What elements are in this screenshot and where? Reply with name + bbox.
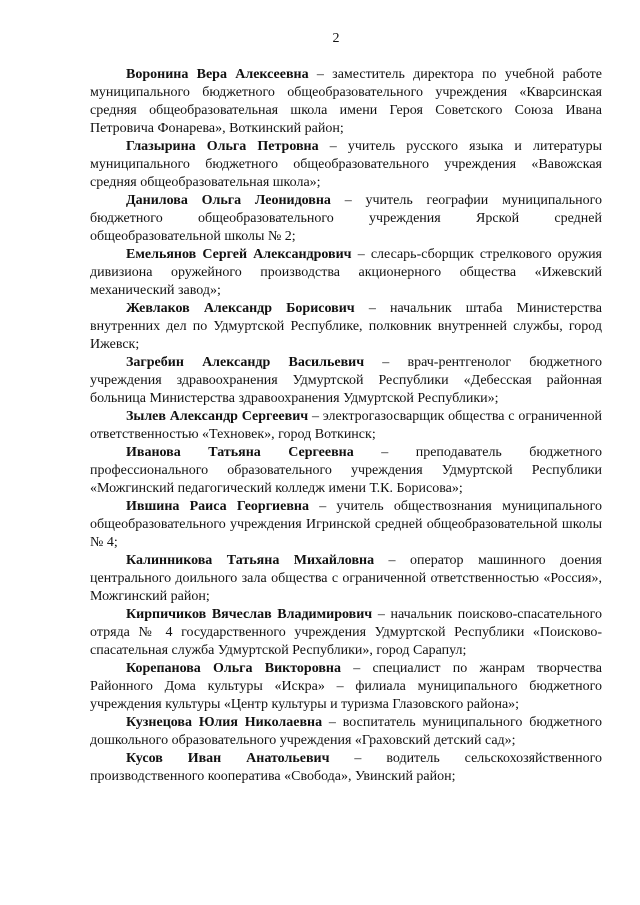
list-item [90,300,602,354]
person-name: Кузнецова Юлия Николаевна [126,715,323,730]
person-name: Кусов Иван Анатольевич [126,751,330,766]
page-number: 2 [332,31,340,46]
list-item [90,138,602,192]
list-item [90,444,602,498]
person-description: – электрогазосварщик общества с ограниченной ответственностью «Техновек», город Воткинск; [90,409,602,442]
person-description: – слесарь-сборщик стрелкового оружия дивизиона оружейного производства акционерного общества «Ижевский механический завод»; [90,247,602,298]
person-description: – специалист по жанрам творчества Районного Дома культуры «Искра» – филиала муниципального бюджетного учреждения культуры «Центр культуры и туризма Глазовского района»; [90,661,603,712]
person-name: Глазырина Ольга Петровна [126,139,319,154]
person-description: – врач-рентгенолог бюджетного учреждения здравоохранения Удмуртской Республики «Дебесская районная больница Министерства здравоохранения Удмуртской Республики»; [90,355,602,406]
list-item [90,246,602,300]
person-name: Калинникова Татьяна Михайловна [126,553,375,568]
list-item [90,498,602,552]
list-item [90,606,602,660]
list-item [90,660,602,714]
person-name: Кирпичиков Вячеслав Владимирович [126,607,373,622]
award-list [90,66,602,786]
person-description: – учитель географии муниципального бюджетного общеобразовательного учреждения Ярской средней общеобразовательной школы № 2; [90,193,602,244]
person-description: – начальник поисково-спасательного отряда № 4 государственного учреждения Удмуртской Республики «Поисково-спасательная служба Удмуртской Республики», город Сарапул; [90,607,602,658]
person-description: – оператор машинного доения центрального доильного зала общества с ограниченной ответственностью «Россия», Можгинский район; [90,553,602,604]
list-item [90,408,602,444]
person-description: – преподаватель бюджетного профессионального образовательного учреждения Удмуртской Республики «Можгинский педагогический колледж имени Т.К. Борисова»; [90,445,602,496]
person-name: Загребин Александр Васильевич [126,355,365,370]
list-item [90,750,602,786]
person-description: – заместитель директора по учебной работе муниципального бюджетного общеобразовательного учреждения «Кварсинская средняя общеобразовательная школа имени Героя Советского Союза Ивана Петровича Фонарева», Воткинский район; [90,67,602,136]
person-description: – воспитатель муниципального бюджетного дошкольного образовательного учреждения «Граховский детский сад»; [90,715,602,748]
person-description: – учитель русского языка и литературы муниципального бюджетного общеобразовательного учреждения «Вавожская средняя общеобразовательная школа»; [90,139,602,190]
list-item [90,192,602,246]
person-description: – учитель обществознания муниципального общеобразовательного учреждения Игринской средней общеобразовательной школы № 4; [90,499,602,550]
person-name: Емельянов Сергей Александрович [126,247,352,262]
person-description: – водитель сельскохозяйственного производственного кооператива «Свобода», Увинский район; [90,751,602,784]
person-name: Данилова Ольга Леонидовна [126,193,331,208]
document-page [90,30,602,890]
person-name: Иванова Татьяна Сергеевна [126,445,354,460]
person-name: Зылев Александр Сергеевич [126,409,309,424]
person-description: – начальник штаба Министерства внутренних дел по Удмуртской Республике, полковник внутренней службы, город Ижевск; [90,301,602,352]
list-item [90,66,602,138]
person-name: Воронина Вера Алексеевна [126,67,309,82]
person-name: Корепанова Ольга Викторовна [126,661,341,676]
person-name: Жевлаков Александр Борисович [126,301,355,316]
list-item [90,714,602,750]
list-item [90,354,602,408]
list-item [90,552,602,606]
person-name: Ившина Раиса Георгиевна [126,499,309,514]
